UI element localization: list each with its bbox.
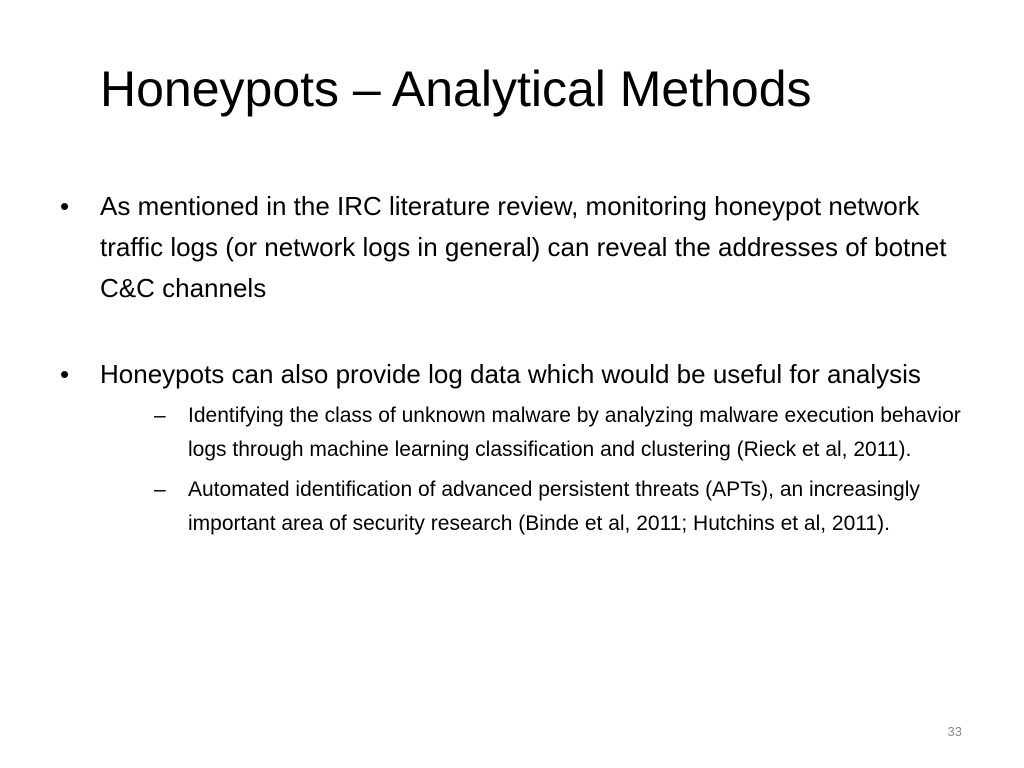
slide-title: Honeypots – Analytical Methods bbox=[100, 61, 812, 117]
sub-bullet-text: Automated identification of advanced persistent threats (APTs), an increasingly important area of security research (Binde et al, 2011; Hutchins et al, 2011). bbox=[188, 478, 920, 535]
bullet-text: As mentioned in the IRC literature review, monitoring honeypot network traffic logs (or network logs in general) can reveal the addresses of botnet C&C channels bbox=[100, 191, 947, 303]
sub-bullet-text: Identifying the class of unknown malware by analyzing malware execution behavior logs through machine learning classification and clustering (Rieck et al, 2011). bbox=[188, 404, 961, 461]
bullet-content bbox=[100, 354, 980, 541]
sub-bullet-list bbox=[154, 399, 980, 541]
sub-bullet-marker: – bbox=[154, 404, 166, 427]
bullet-marker: • bbox=[60, 191, 70, 221]
sub-bullet-marker: – bbox=[154, 478, 166, 501]
page-number: 33 bbox=[947, 724, 962, 739]
bullet-text: Honeypots can also provide log data which would be useful for analysis bbox=[100, 359, 921, 389]
slide-body bbox=[58, 186, 988, 541]
bullet-item bbox=[58, 186, 988, 309]
sub-bullet-item bbox=[154, 473, 980, 541]
bullet-marker: • bbox=[60, 359, 70, 389]
sub-bullet-item bbox=[154, 399, 980, 467]
bullet-item bbox=[58, 354, 988, 541]
